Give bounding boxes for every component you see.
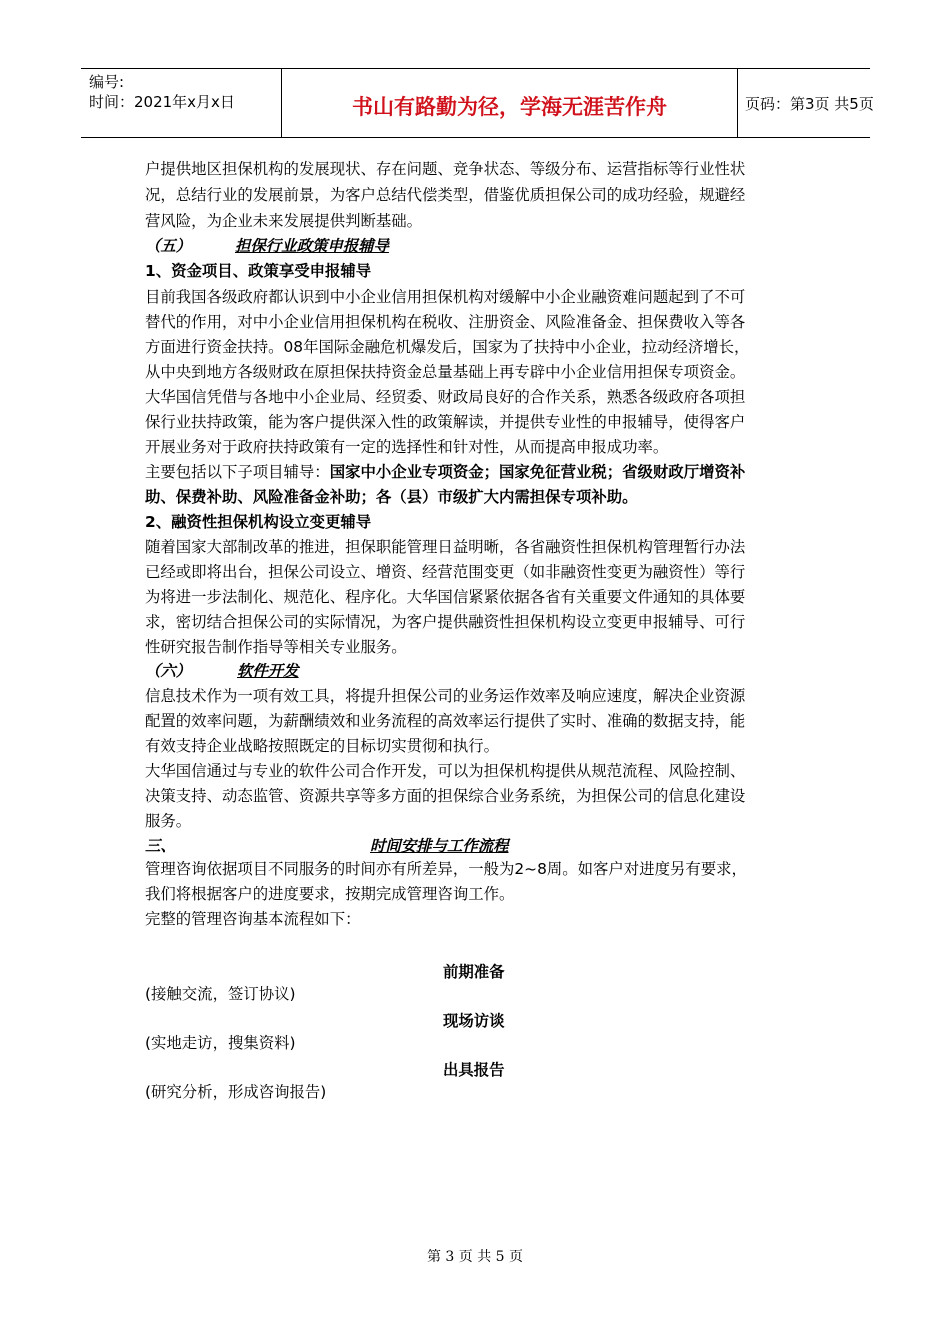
subheading-2: 2、融资性担保机构设立变更辅导 — [145, 513, 372, 531]
page-header — [81, 68, 874, 138]
text-line: 配置的效率问题，为薪酬绩效和业务流程的高效率运行提供了实时、准确的数据支持，能 — [145, 712, 746, 730]
text-bold: 国家中小企业专项资金；国家免征营业税；省级财政厅增资补 — [329, 463, 746, 481]
header-meta-cell — [81, 69, 282, 137]
section-number: （六） — [145, 662, 192, 680]
section-number: 三、 — [145, 837, 176, 855]
text-line: 替代的作用，对中小企业信用担保机构在税收、注册资金、风险准备金、担保费收入等各 — [145, 313, 746, 331]
flow-step-title: 出具报告 — [443, 1061, 505, 1079]
date-label: 时间：2021年x月x日 — [89, 93, 235, 111]
section-number: （五） — [145, 237, 192, 255]
section-heading-6 — [145, 660, 805, 682]
page-footer: 第 3 页 共 5 页 — [426, 1249, 524, 1265]
text-line: 营风险，为企业未来发展提供判断基础。 — [145, 212, 423, 230]
text-line: 随着国家大部制改革的推进，担保职能管理日益明晰，各省融资性担保机构管理暂行办法 — [145, 538, 746, 556]
page-info: 页码：第3页 共5页 — [745, 95, 874, 113]
text-line: 开展业务对于政府扶持政策有一定的选择性和针对性，从而提高申报成功率。 — [145, 438, 669, 456]
text-line: 方面进行资金扶持。08年国际金融危机爆发后，国家为了扶持中小企业，拉动经济增长， — [145, 338, 750, 356]
text-line: 求，密切结合担保公司的实际情况，为客户提供融资性担保机构设立变更申报辅导、可行 — [145, 613, 746, 631]
section-title: 担保行业政策申报辅导 — [235, 237, 389, 255]
text-line: 助、保费补助、风险准备金补助；各（县）市级扩大内需担保专项补助。 — [145, 488, 638, 506]
text-prefix: 主要包括以下子项目辅导： — [145, 463, 330, 481]
text-line: 为将进一步法制化、规范化、程序化。大华国信紧紧依据各省有关重要文件通知的具体要 — [145, 588, 746, 606]
section-title: 软件开发 — [237, 662, 299, 680]
text-line: 有效支持企业战略按照既定的目标切实贯彻和执行。 — [145, 737, 499, 755]
text-line: 我们将根据客户的进度要求，按期完成管理咨询工作。 — [145, 885, 515, 903]
text-line: 况，总结行业的发展前景，为客户总结代偿类型，借鉴优质担保公司的成功经验，规避经 — [145, 186, 746, 204]
flow-step-desc: (研究分析，形成咨询报告) — [145, 1083, 327, 1101]
section-heading-3 — [145, 835, 805, 857]
text-line: 户提供地区担保机构的发展现状、存在问题、竞争状态、等级分布、运营指标等行业性状 — [145, 160, 746, 178]
text-line: 从中央到地方各级财政在原担保扶持资金总量基础上再专辟中小企业信用担保专项资金。 — [145, 363, 746, 381]
subheading-1: 1、资金项目、政策享受申报辅导 — [145, 262, 372, 280]
section-title: 时间安排与工作流程 — [370, 837, 509, 855]
motto: 书山有路勤为径，学海无涯苦作舟 — [352, 95, 667, 119]
flow-step-desc: (实地走访，搜集资料) — [145, 1034, 296, 1052]
section-heading-5 — [145, 235, 805, 257]
flow-step-desc: (接触交流，签订协议) — [145, 985, 296, 1003]
text-line: 已经或即将出台，担保公司设立、增资、经营范围变更（如非融资性变更为融资性）等行 — [145, 563, 746, 581]
text-line: 服务。 — [145, 812, 192, 830]
text-line: 大华国信通过与专业的软件公司合作开发，可以为担保机构提供从规范流程、风险控制、 — [145, 762, 746, 780]
text-line: 大华国信凭借与各地中小企业局、经贸委、财政局良好的合作关系，熟悉各级政府各项担 — [145, 388, 746, 406]
text-line — [145, 461, 805, 483]
text-line: 决策支持、动态监管、资源共享等多方面的担保综合业务系统，为担保公司的信息化建设 — [145, 787, 746, 805]
flow-step-title: 现场访谈 — [443, 1012, 505, 1030]
text-line: 完整的管理咨询基本流程如下： — [145, 910, 361, 928]
header-motto-cell — [282, 69, 738, 137]
flow-step-title: 前期准备 — [443, 963, 505, 981]
text-line: 目前我国各级政府都认识到中小企业信用担保机构对缓解中小企业融资难问题起到了不可 — [145, 288, 746, 306]
text-line: 性研究报告制作指导等相关专业服务。 — [145, 638, 407, 656]
text-line: 保行业扶持政策，能为客户提供深入性的政策解读，并提供专业性的申报辅导，使得客户 — [145, 413, 746, 431]
text-line: 管理咨询依据项目不同服务的时间亦有所差异，一般为2~8周。如客户对进度另有要求， — [145, 860, 747, 878]
number-label: 编号: — [89, 73, 125, 91]
text-line: 信息技术作为一项有效工具，将提升担保公司的业务运作效率及响应速度，解决企业资源 — [145, 687, 746, 705]
